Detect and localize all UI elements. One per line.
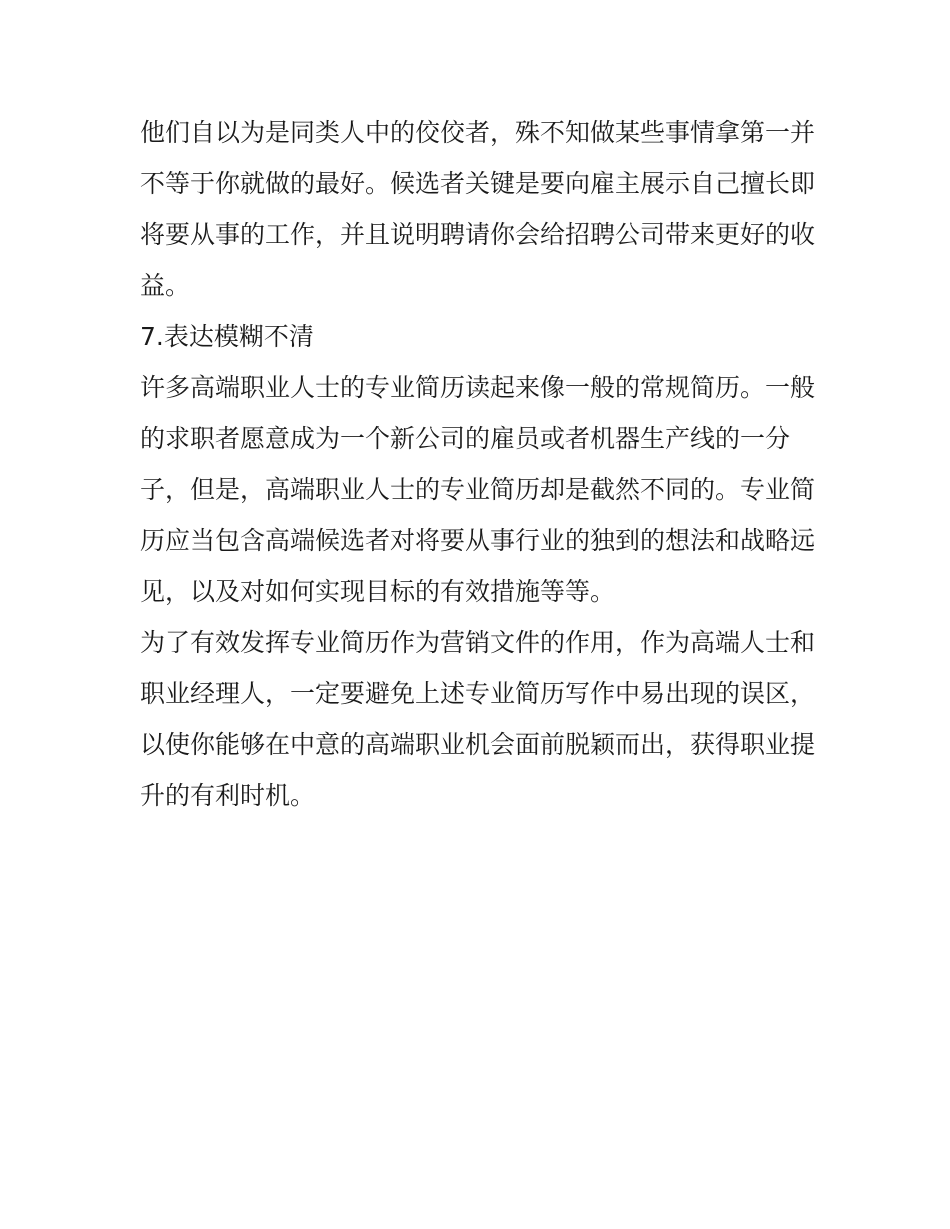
text-line: 为了有效发挥专业简历作为营销文件的作用，作为高端人士和 <box>140 628 816 657</box>
text-line: 益。 <box>140 271 191 300</box>
text-line: 子，但是，高端职业人士的专业简历却是截然不同的。专业简 <box>140 475 816 504</box>
text-line: 他们自以为是同类人中的佼佼者，殊不知做某些事情拿第一并 <box>140 118 816 147</box>
paragraph-vague-expression <box>140 362 820 617</box>
paragraph-continuation <box>140 107 820 311</box>
paragraph-conclusion <box>140 617 820 821</box>
text-line: 将要从事的工作，并且说明聘请你会给招聘公司带来更好的收 <box>140 220 816 249</box>
text-line: 职业经理人，一定要避免上述专业简历写作中易出现的误区， <box>140 679 816 708</box>
section-heading: 7.表达模糊不清 <box>140 322 314 351</box>
text-line: 升的有利时机。 <box>140 781 316 810</box>
text-line: 许多高端职业人士的专业简历读起来像一般的常规简历。一般 <box>140 373 816 402</box>
document-body <box>140 107 820 821</box>
text-line: 不等于你就做的最好。候选者关键是要向雇主展示自己擅长即 <box>140 169 816 198</box>
text-line: 历应当包含高端候选者对将要从事行业的独到的想法和战略远 <box>140 526 816 555</box>
text-line: 的求职者愿意成为一个新公司的雇员或者机器生产线的一分 <box>140 424 791 453</box>
text-line: 以使你能够在中意的高端职业机会面前脱颖而出，获得职业提 <box>140 730 816 759</box>
text-line: 见，以及对如何实现目标的有效措施等等。 <box>140 577 616 606</box>
